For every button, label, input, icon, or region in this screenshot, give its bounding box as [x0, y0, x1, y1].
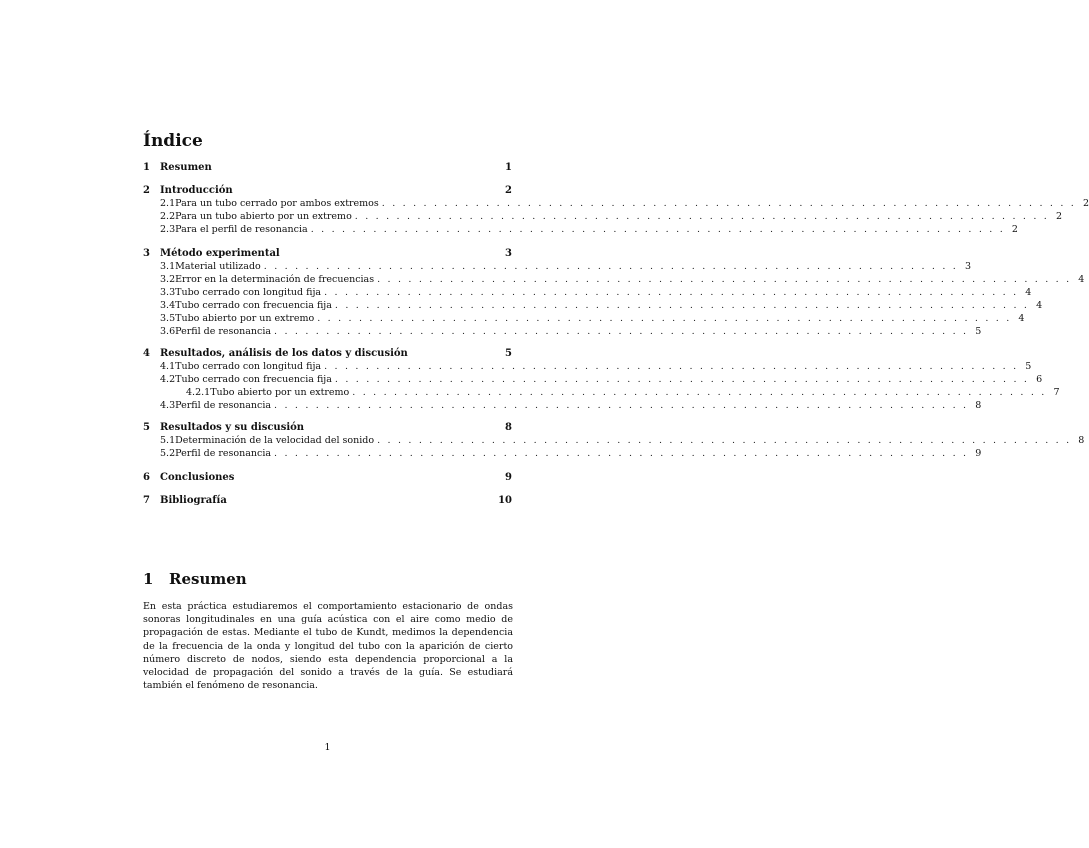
toc-entry-label: Resultados, análisis de los datos y discusión [160, 348, 408, 359]
toc-entry-number: 4.2 [160, 374, 176, 385]
toc-leader-dots [332, 300, 1032, 312]
toc-leader-dots [374, 274, 1074, 286]
toc-entry-page: 4 [1025, 287, 1032, 298]
toc-entry[interactable] [143, 387, 1060, 399]
toc-entry-label: Introducción [160, 185, 233, 196]
toc-entry-number: 2.1 [160, 198, 176, 209]
toc-leader-dots [261, 261, 961, 273]
toc-entry[interactable] [143, 274, 1085, 286]
toc-entry-number: 4.2.1 [186, 387, 211, 398]
toc-entry-page: 5 [505, 348, 512, 359]
toc-entry[interactable] [143, 472, 512, 484]
toc-entry[interactable] [143, 326, 982, 338]
toc-entry[interactable] [143, 300, 1043, 312]
toc-entry-page: 9 [975, 448, 982, 459]
toc-entry-page: 7 [1053, 387, 1060, 398]
toc-leader-dots [321, 361, 1021, 373]
toc-entry[interactable] [143, 374, 1043, 386]
toc-entry-number: 7 [143, 495, 150, 506]
toc-leader-dots [314, 313, 1014, 325]
toc-entry-number: 3.2 [160, 274, 176, 285]
toc-entry-label: Perfil de resonancia [175, 326, 272, 337]
toc-entry-number: 3.5 [160, 313, 176, 324]
toc-entry-number: 2 [143, 185, 150, 196]
toc-entry-page: 3 [964, 261, 971, 272]
toc-entry[interactable] [143, 198, 1089, 210]
toc-entry-label: Tubo cerrado con longitud fija [175, 287, 322, 298]
toc-entry[interactable] [143, 313, 1025, 325]
section-title: Resumen [169, 570, 247, 588]
toc-entry-page: 6 [1036, 374, 1043, 385]
toc-entry-label: Perfil de resonancia [175, 448, 272, 459]
toc-entry-label: Método experimental [160, 248, 280, 259]
page-number: 1 [324, 742, 331, 753]
toc-entry-number: 5.1 [160, 435, 176, 446]
toc-entry-page: 8 [975, 400, 982, 411]
toc-entry-page: 8 [505, 422, 512, 433]
toc-entry-number: 3.6 [160, 326, 176, 337]
toc-entry-number: 3.4 [160, 300, 176, 311]
toc-entry[interactable] [143, 224, 1018, 236]
toc-entry[interactable] [143, 287, 1032, 299]
toc-leader-dots [332, 374, 1032, 386]
toc-entry-label: Tubo cerrado con longitud fija [175, 361, 322, 372]
toc-entry-number: 3 [143, 248, 150, 259]
toc-entry-label: Tubo abierto por un extremo [210, 387, 350, 398]
toc-entry-number: 1 [143, 162, 150, 173]
toc-entry[interactable] [143, 495, 512, 507]
toc-entry-label: Bibliografía [160, 495, 227, 506]
toc-entry[interactable] [143, 348, 512, 360]
toc-entry-label: Para un tubo abierto por un extremo [175, 211, 352, 222]
toc-entry-number: 3.1 [160, 261, 176, 272]
toc-entry-page: 2 [1011, 224, 1018, 235]
toc-entry-label: Error en la determinación de frecuencias [175, 274, 375, 285]
toc-entry-label: Tubo cerrado con frecuencia fija [175, 300, 332, 311]
section-paragraph: En esta práctica estudiaremos el comportamiento estacionario de ondas sonoras longitudinales en una guía acústica con el aire como medio de propagación de estas. Mediante el tubo de Kundt, medimos la dependencia de la frecuencia de la onda y longitud del tubo con la aparición de cierto número discreto de nodos, siendo esta dependencia proporcional a la velocidad de propagación del sonido a través de la guía. Se estudiará también el fenómeno de resonancia. [143, 601, 513, 692]
toc-entry-number: 5 [143, 422, 150, 433]
toc-leader-dots [308, 224, 1008, 236]
toc-entry-number: 4.3 [160, 400, 176, 411]
toc-entry-number: 5.2 [160, 448, 176, 459]
toc-entry-page: 5 [1025, 361, 1032, 372]
toc-entry-number: 3.3 [160, 287, 176, 298]
toc-entry-label: Para un tubo cerrado por ambos extremos [175, 198, 379, 209]
toc-entry[interactable] [143, 400, 982, 412]
toc-entry-number: 2.2 [160, 211, 176, 222]
toc-entry-page: 9 [505, 472, 512, 483]
toc-entry[interactable] [143, 422, 512, 434]
toc-entry-page: 2 [505, 185, 512, 196]
toc-leader-dots [379, 198, 1079, 210]
section-heading [143, 570, 247, 588]
toc-entry-page: 3 [505, 248, 512, 259]
toc-entry[interactable] [143, 185, 512, 197]
toc-entry-number: 6 [143, 472, 150, 483]
section-number: 1 [143, 570, 154, 588]
toc-leader-dots [374, 435, 1074, 447]
toc-entry-page: 4 [1018, 313, 1025, 324]
toc-entry-number: 4 [143, 348, 150, 359]
toc-entry[interactable] [143, 261, 971, 273]
toc-entry-label: Material utilizado [175, 261, 261, 272]
toc-entry-page: 4 [1036, 300, 1043, 311]
toc-leader-dots [321, 287, 1021, 299]
toc-leader-dots [349, 387, 1049, 399]
toc-entry-label: Resultados y su discusión [160, 422, 305, 433]
toc-entry-label: Conclusiones [160, 472, 235, 483]
toc-entry-label: Para el perfil de resonancia [175, 224, 308, 235]
toc-entry-page: 10 [498, 495, 512, 506]
toc-entry-number: 2.3 [160, 224, 176, 235]
toc-entry-label: Tubo cerrado con frecuencia fija [175, 374, 332, 385]
toc-entry-label: Perfil de resonancia [175, 400, 272, 411]
toc-leader-dots [271, 448, 971, 460]
toc-entry-page: 4 [1078, 274, 1085, 285]
toc-leader-dots [352, 211, 1052, 223]
toc-leader-dots [271, 400, 971, 412]
toc-entry[interactable] [143, 211, 1063, 223]
toc-title: Índice [143, 131, 203, 151]
toc-leader-dots [271, 326, 971, 338]
toc-entry-page: 2 [1055, 211, 1063, 222]
toc-entry[interactable] [143, 361, 1032, 373]
toc-entry[interactable] [143, 435, 1085, 447]
toc-entry-label: Tubo abierto por un extremo [175, 313, 315, 324]
toc-entry[interactable] [143, 248, 512, 260]
toc-entry-page: 1 [505, 162, 512, 173]
toc-entry-page: 8 [1078, 435, 1085, 446]
toc-entry[interactable] [143, 162, 512, 174]
toc-entry-page: 5 [975, 326, 982, 337]
toc-entry-page: 2 [1082, 198, 1089, 209]
toc-entry-number: 4.1 [160, 361, 176, 372]
toc-entry-label: Determinación de la velocidad del sonido [175, 435, 375, 446]
toc-entry-label: Resumen [160, 162, 212, 173]
toc-entry[interactable] [143, 448, 982, 460]
